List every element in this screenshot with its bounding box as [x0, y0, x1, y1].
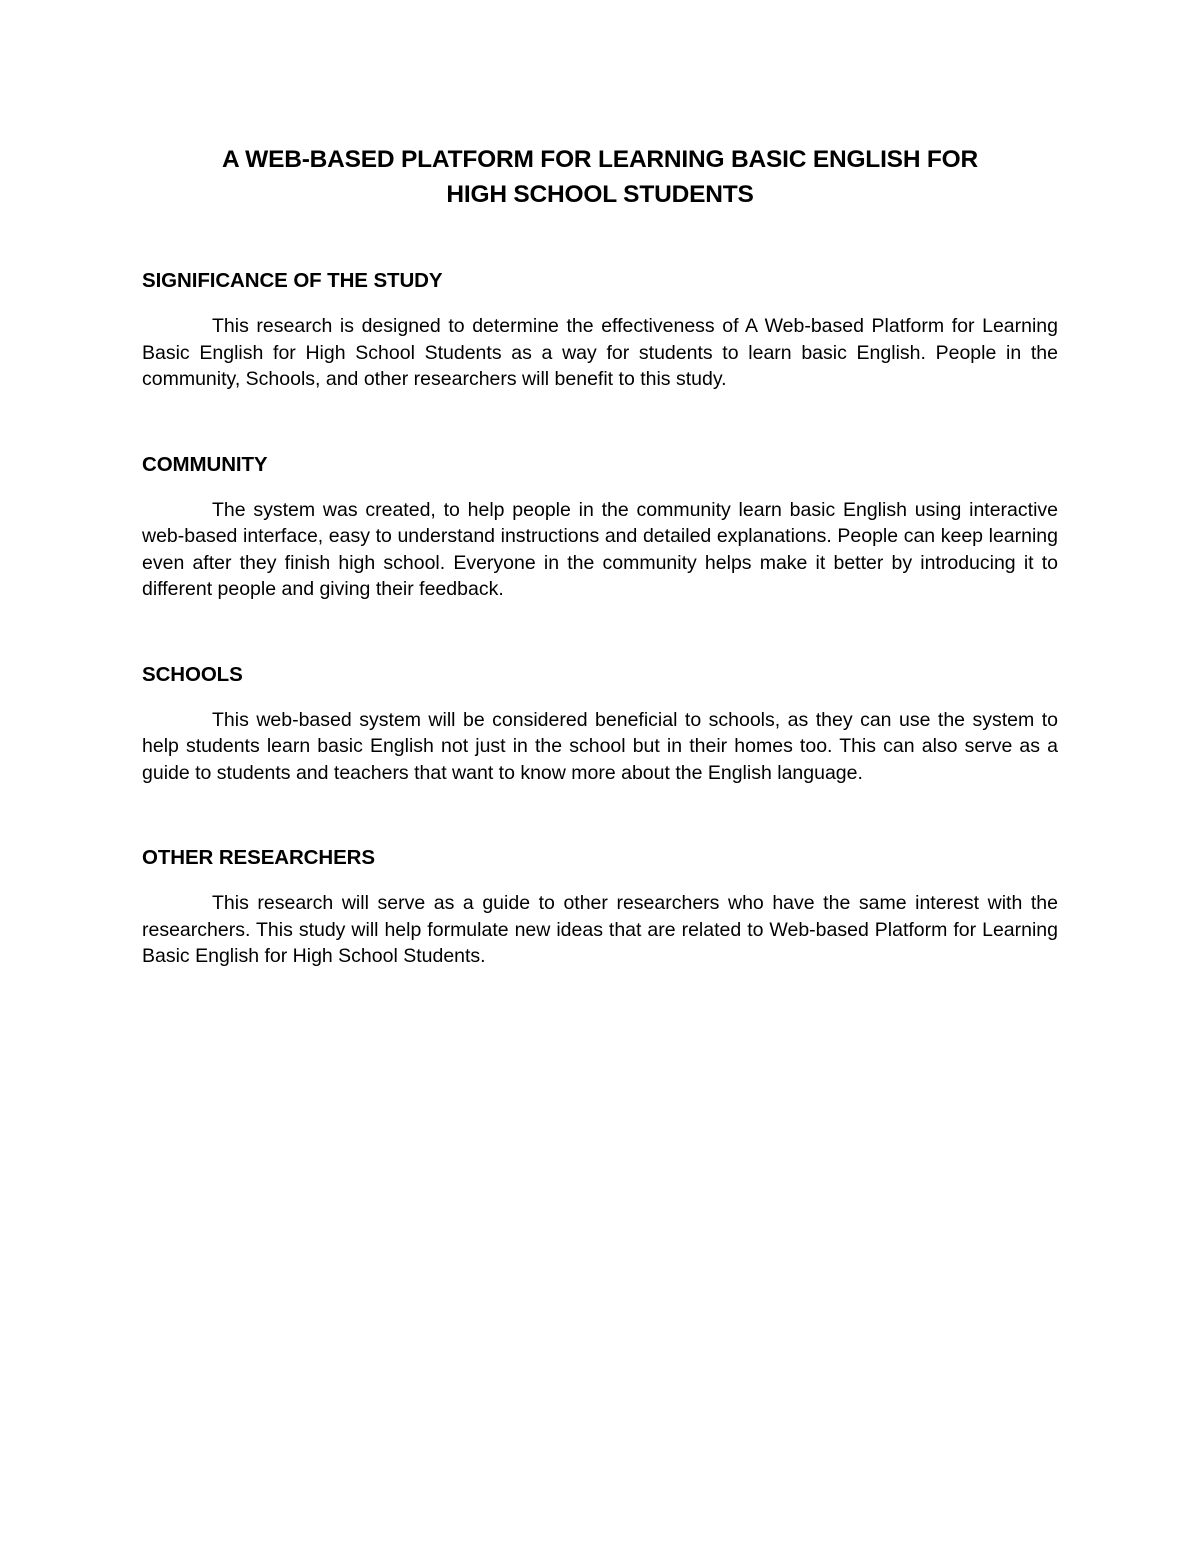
section-body-community: The system was created, to help people in the community learn basic English using interactive web-based interface, easy to understand instructions and detailed explanations. People can keep learning even after they finish high school. Everyone in the community helps make it better by introducing it to different people and giving their feedback.: [142, 498, 1058, 600]
section-heading-community: COMMUNITY: [142, 452, 268, 476]
document-title-line-1: A WEB-BASED PLATFORM FOR LEARNING BASIC ENGLISH FOR: [221, 146, 979, 173]
document-content: [142, 142, 1058, 970]
section-body-schools: This web-based system will be considered beneficial to schools, as they can use the system to help students learn basic English not just in the school but in their homes too. This can also serve as a guide to students and teachers that want to know more about the English language.: [142, 708, 1058, 784]
document-title: [142, 142, 1058, 212]
section-heading-significance: SIGNIFICANCE OF THE STUDY: [142, 269, 443, 292]
section-heading-schools: SCHOOLS: [142, 662, 243, 686]
section-body-significance: This research is designed to determine the effectiveness of A Web-based Platform for Learning Basic English for High School Students as a way for students to learn basic English. People in the community, Schools, and other researchers will benefit to this study.: [142, 315, 1058, 390]
section-heading-other-researchers: OTHER RESEARCHERS: [142, 846, 375, 869]
section-body-other-researchers: This research will serve as a guide to other researchers who have the same interest with the researchers. This study will help formulate new ideas that are related to Web-based Platform for Learning Basic English for High School Students.: [142, 892, 1058, 967]
document-title-line-2: HIGH SCHOOL STUDENTS: [446, 181, 754, 208]
